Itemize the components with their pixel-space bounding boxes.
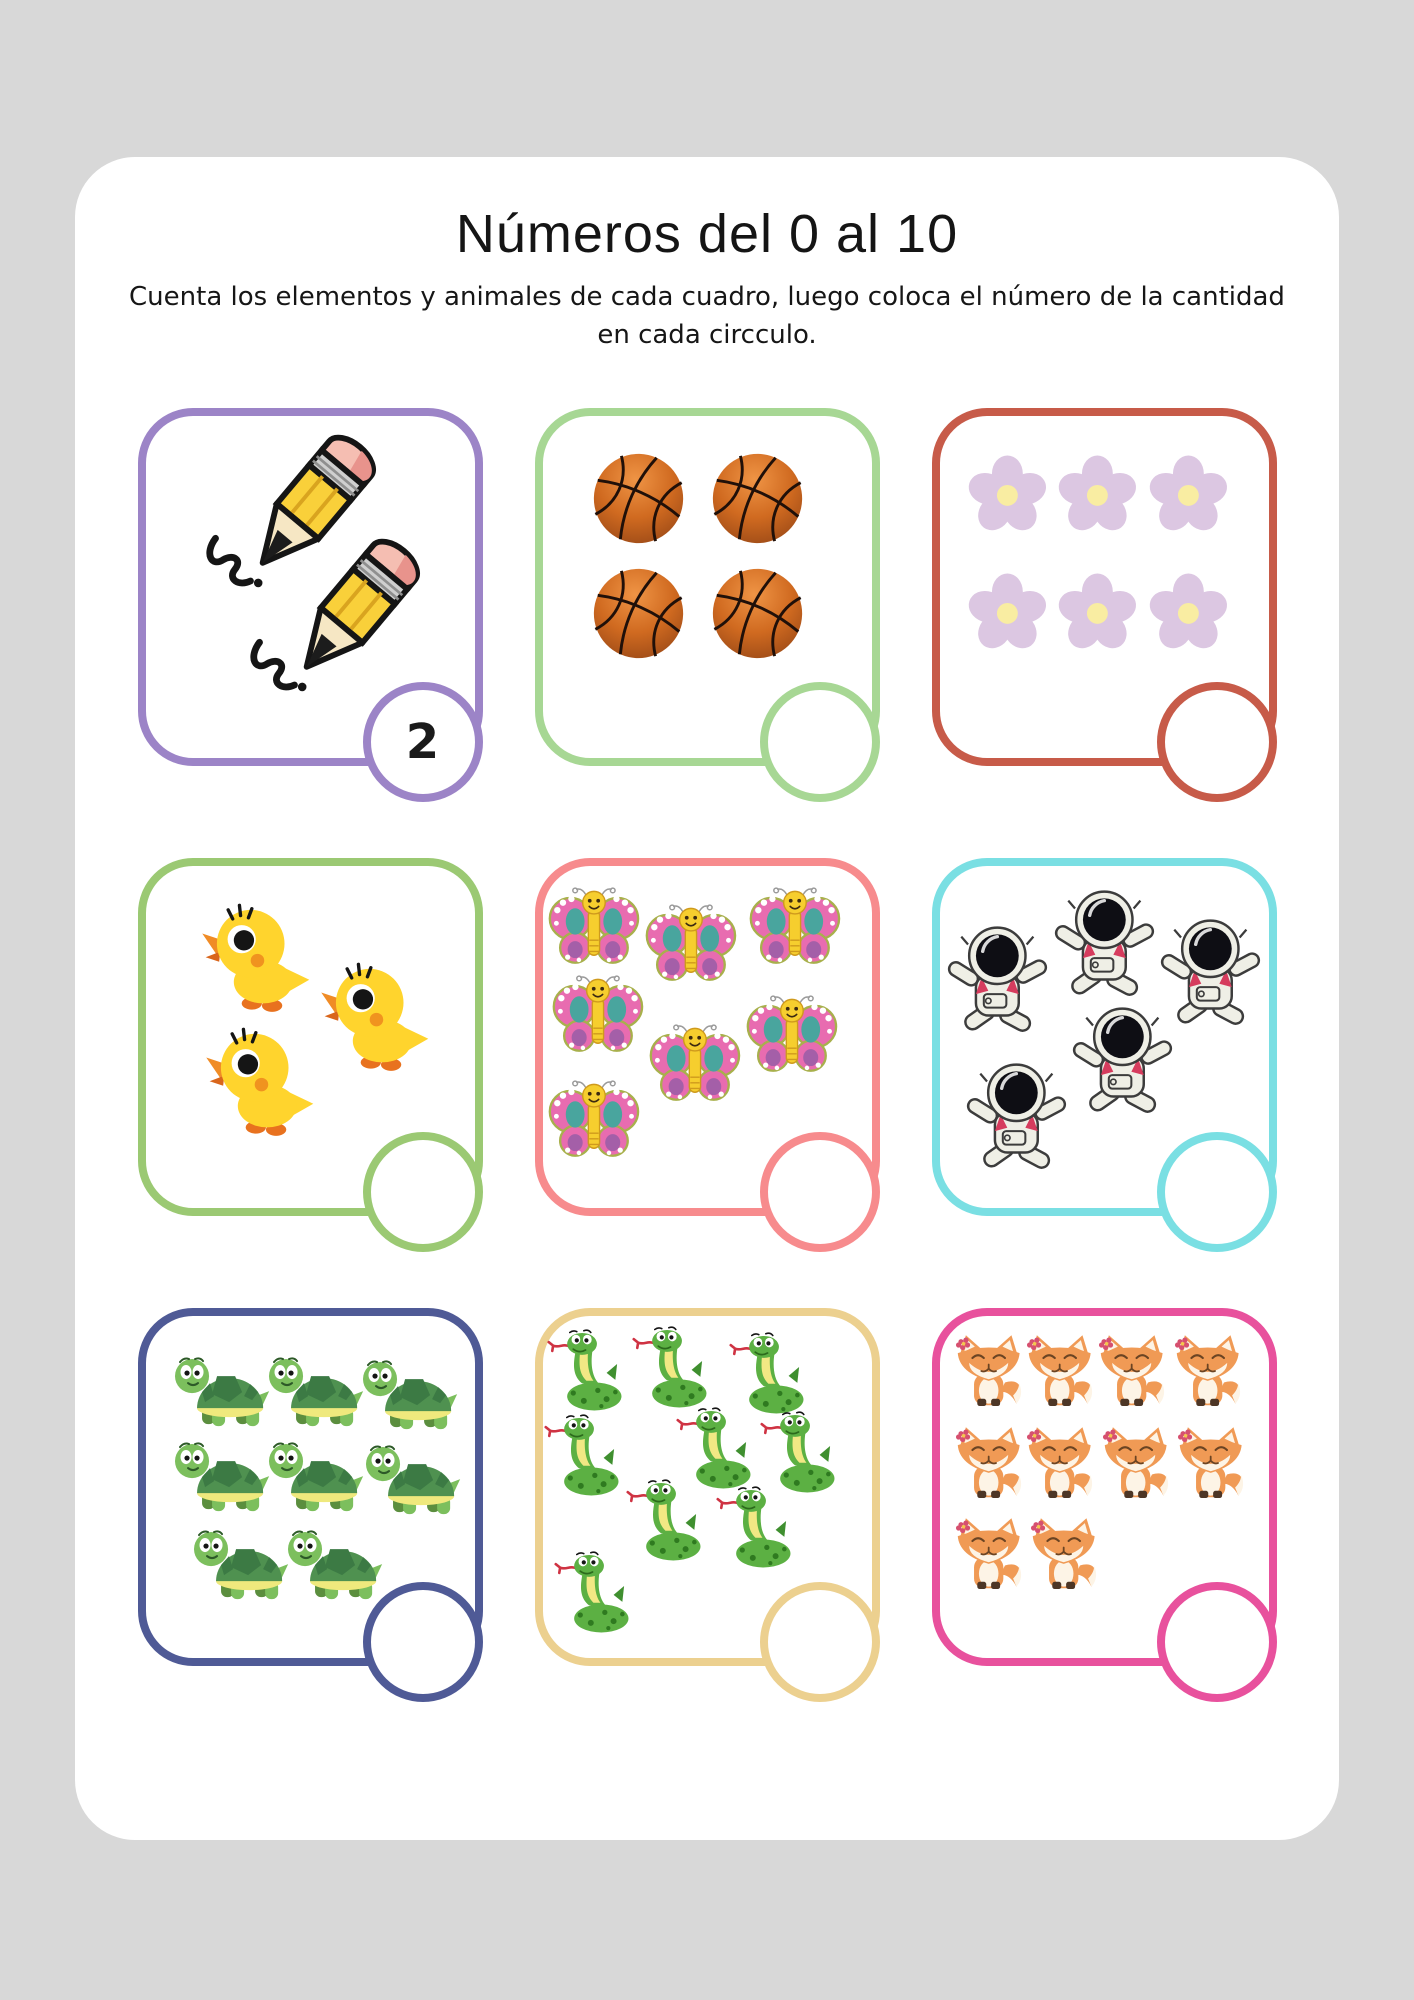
duck-icon	[200, 902, 313, 1015]
fox-icon	[1167, 1332, 1248, 1413]
flower-icon	[1052, 450, 1143, 541]
snake-icon	[547, 1329, 635, 1417]
flower-icon	[962, 568, 1053, 659]
counting-card-ducks	[138, 858, 483, 1216]
snake-icon	[716, 1486, 804, 1574]
counting-card-astronauts	[932, 858, 1277, 1216]
flower-icon	[1143, 450, 1234, 541]
butterfly-icon	[551, 970, 645, 1064]
page-title: Números del 0 al 10	[455, 204, 959, 264]
answer-circle[interactable]	[1157, 682, 1277, 802]
counting-card-snakes	[535, 1308, 880, 1666]
butterfly-icon	[547, 882, 641, 976]
counting-card-basketballs	[535, 408, 880, 766]
counting-card-butterflies	[535, 858, 880, 1216]
flower-icon	[1052, 568, 1143, 659]
answer-value: 2	[405, 714, 440, 771]
counting-card-pencils	[138, 408, 483, 771]
turtle-icon	[285, 1509, 385, 1609]
astronaut-icon	[941, 922, 1054, 1035]
butterfly-icon	[644, 899, 738, 993]
answer-circle[interactable]	[363, 1582, 483, 1702]
counting-card-turtles	[138, 1308, 483, 1666]
worksheet-page	[75, 157, 1339, 1840]
turtle-icon	[266, 1421, 366, 1521]
fox-icon	[1170, 1424, 1251, 1505]
instructions-line-1: Cuenta los elementos y animales de cada cuadro, luego coloca el número de la cantidad	[129, 282, 1285, 313]
flower-icon	[962, 450, 1053, 541]
basketball-icon	[709, 450, 806, 547]
turtle-icon	[172, 1421, 272, 1521]
fox-icon	[948, 1424, 1029, 1505]
fox-icon	[1091, 1332, 1172, 1413]
butterfly-icon	[648, 1019, 742, 1113]
basketball-icon	[590, 565, 687, 662]
answer-circle[interactable]	[363, 1132, 483, 1252]
fox-icon	[1095, 1424, 1176, 1505]
butterfly-icon	[547, 1075, 641, 1169]
astronaut-icon	[1066, 1003, 1179, 1116]
fox-icon	[948, 1332, 1029, 1413]
turtle-icon	[191, 1509, 291, 1609]
basketball-icon	[709, 565, 806, 662]
snake-icon	[554, 1551, 642, 1639]
page-instructions	[97, 279, 1317, 354]
duck-icon	[204, 1026, 317, 1139]
cards-grid	[138, 408, 1277, 1666]
snake-icon	[544, 1414, 632, 1502]
answer-circle[interactable]	[363, 682, 483, 802]
butterfly-icon	[745, 990, 839, 1084]
answer-circle[interactable]	[760, 1582, 880, 1702]
astronaut-icon	[960, 1059, 1073, 1172]
counting-card-foxes	[932, 1308, 1277, 1666]
astronaut-icon	[1048, 886, 1161, 999]
answer-circle[interactable]	[1157, 1582, 1277, 1702]
fox-icon	[1019, 1424, 1100, 1505]
basketball-icon	[590, 450, 687, 547]
counting-card-flowers	[932, 408, 1277, 766]
answer-circle[interactable]	[1157, 1132, 1277, 1252]
snake-icon	[632, 1326, 720, 1414]
fox-icon	[1023, 1515, 1104, 1596]
answer-circle[interactable]	[760, 1132, 880, 1252]
answer-circle[interactable]	[760, 682, 880, 802]
fox-icon	[1019, 1332, 1100, 1413]
duck-icon	[319, 961, 432, 1074]
flower-icon	[1143, 568, 1234, 659]
butterfly-icon	[748, 882, 842, 976]
fox-icon	[948, 1515, 1029, 1596]
instructions-line-2: en cada circculo.	[597, 319, 817, 350]
